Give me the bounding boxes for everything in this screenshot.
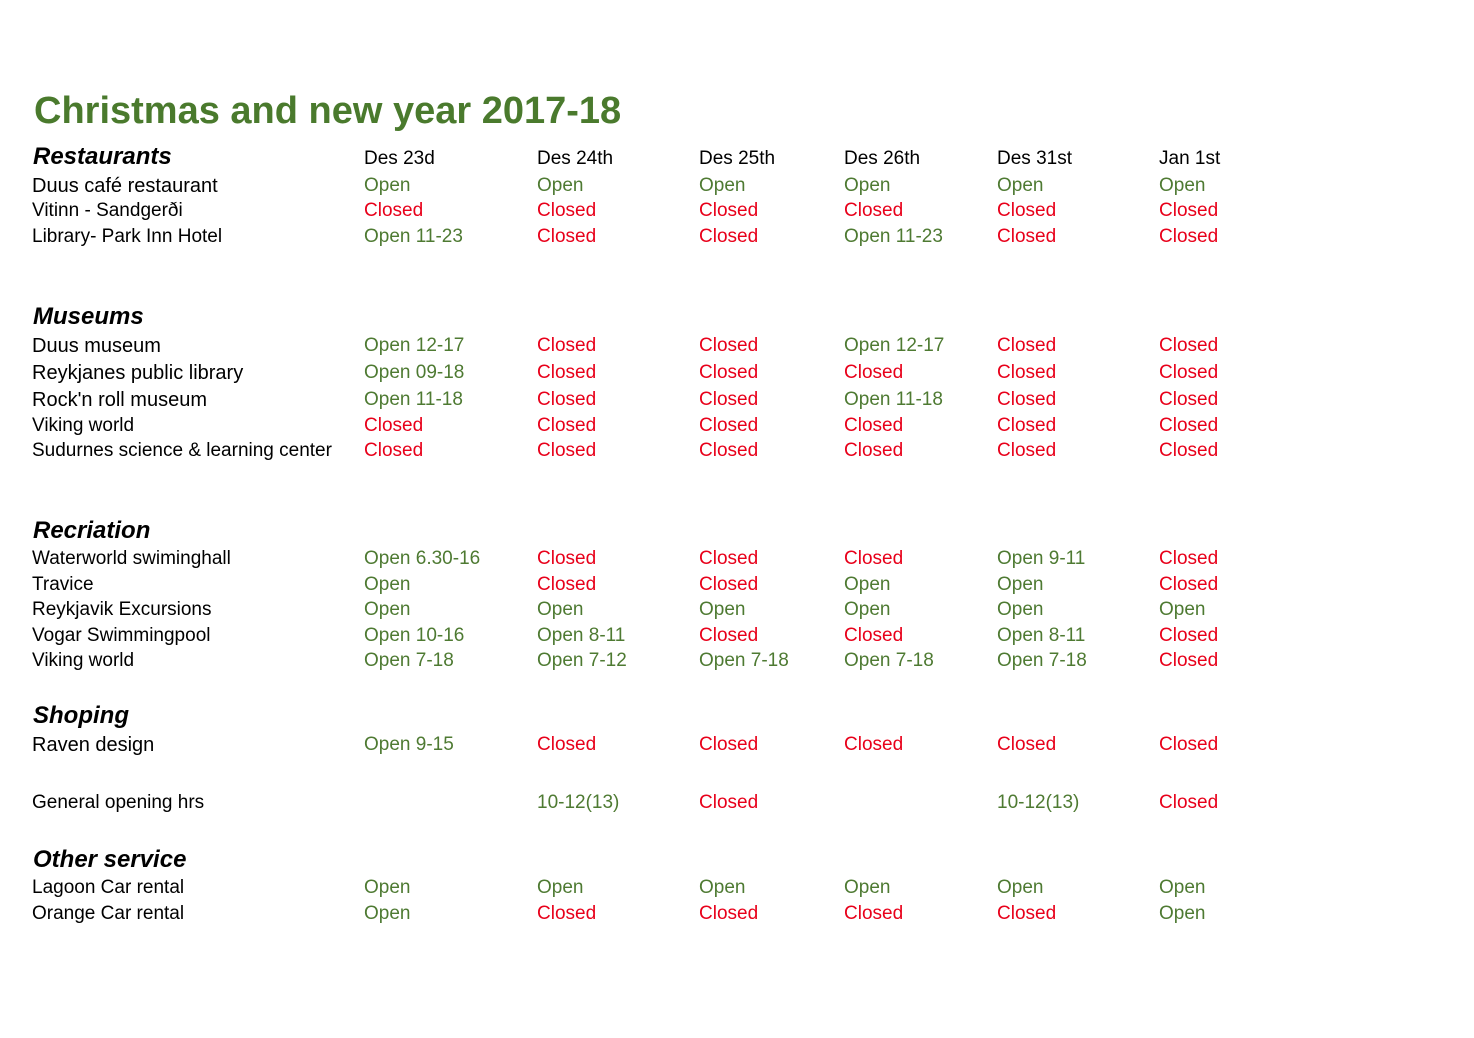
status-cell: Open [699, 877, 746, 898]
status-cell: Open [997, 599, 1044, 620]
column-header: Jan 1st [1159, 148, 1221, 169]
status-cell: Closed [1159, 574, 1219, 595]
status-cell: Open [1159, 175, 1206, 196]
table-row [0, 199, 1474, 225]
status-cell: Closed [699, 440, 759, 461]
status-cell: Open 11-23 [364, 226, 463, 247]
status-cell: Closed [537, 200, 597, 221]
status-cell: Open [537, 877, 584, 898]
column-header: Des 23d [364, 148, 435, 169]
status-cell: Open [364, 903, 411, 924]
status-cell: Open [997, 877, 1044, 898]
status-cell: Closed [844, 548, 904, 569]
table-row [0, 439, 1474, 465]
status-cell: Closed [1159, 440, 1219, 461]
row-name: Waterworld swiminghall [32, 548, 231, 569]
status-cell: Closed [997, 440, 1057, 461]
status-cell: Closed [844, 625, 904, 646]
status-cell: Open [364, 599, 411, 620]
status-cell: Closed [1159, 792, 1219, 813]
status-cell: Closed [364, 415, 424, 436]
status-cell: Closed [997, 415, 1057, 436]
section-title: Recriation [33, 517, 151, 544]
status-cell: Closed [997, 903, 1057, 924]
status-cell: Open [997, 175, 1044, 196]
status-cell: Open [699, 599, 746, 620]
status-cell: Open [1159, 877, 1206, 898]
table-row [0, 361, 1474, 387]
status-cell: Closed [699, 389, 759, 410]
status-cell: Closed [1159, 650, 1219, 671]
status-cell: Open 8-11 [997, 625, 1086, 646]
status-cell: Closed [537, 734, 597, 755]
row-name: General opening hrs [32, 792, 205, 813]
status-cell: Closed [1159, 335, 1219, 356]
status-cell: Closed [699, 903, 759, 924]
status-cell: Closed [699, 625, 759, 646]
status-cell: Open 10-16 [364, 625, 465, 646]
row-name: Library- Park Inn Hotel [32, 226, 223, 247]
status-cell: Open 9-15 [364, 734, 454, 755]
status-cell: Open [844, 574, 891, 595]
row-name: Raven design [32, 734, 155, 756]
table-row [0, 791, 1474, 817]
status-cell: Closed [537, 548, 597, 569]
status-cell: Closed [537, 440, 597, 461]
status-cell: Open [364, 877, 411, 898]
status-cell: Closed [997, 734, 1057, 755]
status-cell: Open [844, 599, 891, 620]
table-row [0, 174, 1474, 200]
section-header-recreation [0, 518, 1474, 544]
status-cell: Open 7-18 [699, 650, 789, 671]
status-cell: Closed [844, 415, 904, 436]
table-row [0, 624, 1474, 650]
row-name: Viking world [32, 415, 135, 436]
row-name: Sudurnes science & learning center [32, 440, 332, 461]
status-cell: Open [364, 175, 411, 196]
status-cell: Closed [1159, 415, 1219, 436]
status-cell: Open 11-18 [844, 389, 943, 410]
status-cell: Open [844, 175, 891, 196]
status-cell: Open 11-23 [844, 226, 943, 247]
status-cell: Closed [537, 226, 597, 247]
status-cell: Closed [699, 362, 759, 383]
status-cell: Closed [699, 335, 759, 356]
status-cell: Closed [537, 903, 597, 924]
status-cell: Open 11-18 [364, 389, 463, 410]
status-cell: Closed [699, 734, 759, 755]
status-cell: Closed [997, 335, 1057, 356]
table-row [0, 598, 1474, 624]
section-header-museums [0, 304, 1474, 330]
table-row [0, 334, 1474, 360]
table-row [0, 649, 1474, 675]
status-cell: Open [537, 599, 584, 620]
status-cell: Closed [537, 335, 597, 356]
row-name: Travice [32, 574, 94, 595]
table-row [0, 902, 1474, 928]
status-cell: Open [844, 877, 891, 898]
column-header: Des 31st [997, 148, 1072, 169]
status-cell: Closed [844, 734, 904, 755]
page-title: Christmas and new year 2017-18 [34, 90, 622, 132]
status-cell: Closed [537, 362, 597, 383]
status-cell: Closed [699, 226, 759, 247]
status-cell: Open [699, 175, 746, 196]
table-row [0, 388, 1474, 414]
table-row [0, 876, 1474, 902]
row-name: Duus café restaurant [32, 175, 218, 197]
status-cell: Closed [699, 200, 759, 221]
status-cell: Closed [537, 415, 597, 436]
status-cell: Open 7-18 [364, 650, 454, 671]
status-cell: Open 12-17 [364, 335, 465, 356]
table-row [0, 414, 1474, 440]
status-cell: Closed [844, 200, 904, 221]
status-cell: Closed [1159, 389, 1219, 410]
status-cell: Closed [537, 574, 597, 595]
status-cell: Open [364, 574, 411, 595]
row-name: Reykjavik Excursions [32, 599, 212, 620]
section-title: Shoping [33, 702, 129, 729]
row-name: Lagoon Car rental [32, 877, 185, 898]
column-header: Des 25th [699, 148, 776, 169]
row-name: Vogar Swimmingpool [32, 625, 211, 646]
status-cell: Closed [1159, 362, 1219, 383]
table-row [0, 733, 1474, 759]
status-cell: Closed [997, 226, 1057, 247]
row-name: Vitinn - Sandgerði [32, 200, 183, 221]
status-cell: Open 7-18 [997, 650, 1087, 671]
status-cell: Closed [699, 548, 759, 569]
row-name: Rock'n roll museum [32, 389, 207, 411]
row-name: Reykjanes public library [32, 362, 244, 384]
status-cell: Open [537, 175, 584, 196]
status-cell: Closed [699, 574, 759, 595]
status-cell: Closed [1159, 548, 1219, 569]
status-cell: Open [1159, 599, 1206, 620]
row-name: Viking world [32, 650, 135, 671]
status-cell: Closed [364, 200, 424, 221]
status-cell: Closed [1159, 200, 1219, 221]
status-cell: Closed [997, 200, 1057, 221]
status-cell: Closed [364, 440, 424, 461]
section-header-restaurants [0, 144, 1474, 170]
section-header-other-service [0, 847, 1474, 873]
status-cell: Closed [844, 362, 904, 383]
status-cell: Open 09-18 [364, 362, 465, 383]
table-row [0, 225, 1474, 251]
table-row [0, 573, 1474, 599]
section-title: Restaurants [33, 143, 172, 170]
status-cell: Open 7-18 [844, 650, 934, 671]
status-cell: Open 6.30-16 [364, 548, 481, 569]
status-cell: Open 8-11 [537, 625, 626, 646]
status-cell: Closed [1159, 625, 1219, 646]
column-header: Des 24th [537, 148, 614, 169]
section-header-shopping [0, 703, 1474, 729]
status-cell: Closed [1159, 226, 1219, 247]
status-cell: 10-12(13) [997, 792, 1080, 813]
status-cell: Open 9-11 [997, 548, 1086, 569]
section-title: Museums [33, 303, 144, 330]
status-cell: Open 12-17 [844, 335, 945, 356]
column-header: Des 26th [844, 148, 921, 169]
status-cell: Closed [699, 792, 759, 813]
status-cell: Closed [844, 903, 904, 924]
status-cell: Closed [997, 389, 1057, 410]
row-name: Duus museum [32, 335, 161, 357]
status-cell: Open 7-12 [537, 650, 627, 671]
status-cell: 10-12(13) [537, 792, 620, 813]
status-cell: Closed [1159, 734, 1219, 755]
status-cell: Open [997, 574, 1044, 595]
status-cell: Closed [699, 415, 759, 436]
table-row [0, 547, 1474, 573]
status-cell: Closed [537, 389, 597, 410]
status-cell: Closed [997, 362, 1057, 383]
status-cell: Closed [844, 440, 904, 461]
status-cell: Open [1159, 903, 1206, 924]
section-title: Other service [33, 846, 187, 873]
row-name: Orange Car rental [32, 903, 185, 924]
